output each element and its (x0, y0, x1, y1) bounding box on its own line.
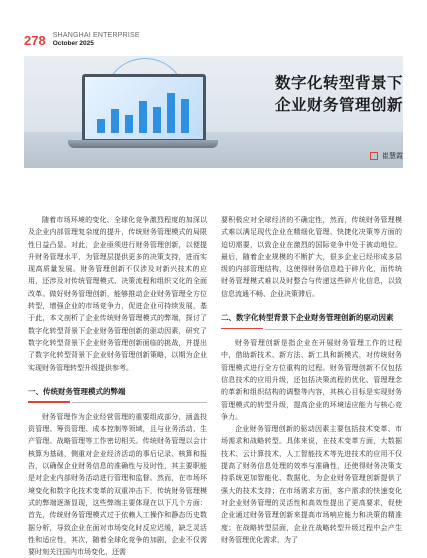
magazine-name: SHANGHAI ENTERPRISE (52, 32, 140, 39)
square-icon (370, 152, 378, 160)
screen-bar (139, 101, 147, 133)
title-line-1: 数字化转型背景下 (274, 74, 403, 92)
screen-bar (167, 93, 175, 133)
magazine-info (53, 32, 140, 48)
laptop-base (68, 140, 218, 148)
left-column (28, 214, 207, 558)
screen-bar (97, 119, 105, 133)
article-title (275, 72, 403, 116)
screen-bar (111, 109, 119, 133)
section-divider (72, 402, 207, 403)
section-heading (221, 311, 402, 324)
right-column (221, 214, 402, 546)
body-paragraph: 财务管理作为企业经营管理的重要组成部分，涵盖投资管理、筹资管理、成本控制等领域，且与业务活动、生产管理、战略管理等工作密切相关。传统财务管理以会计核算为基础，侧重对企业经济活动的事后记录、核算和报告，以确保企业财务信息的准确性与及时性，其主要职能是对企业内部财务活动进行管理和监督。然而，在市场环境变化和数字化技术变革的双重冲击下，传统财务管理模式的弊端逐渐显现，这些弊端主要体现在以下几个方面：首先，传统财务管理模式过于依赖人工操作和静态历史数据分析，导致企业在面对市场变化时反应迟缓，缺乏灵活性和适应性，其次，随着全球化竞争的加剧，企业不仅需要时刻关注国内市场变化，还需 (28, 412, 207, 557)
title-line-2: 企业财务管理创新 (274, 96, 403, 114)
author-name: 崔慧霞 (382, 152, 403, 160)
intro-paragraph: 随着市场环境的变化、全球化竞争激烈程度的加深以及企业内部管理复杂度的提升，传统财务管理模式的局限性日益凸显。对此，企业亟须进行财务管理创新，以便提升财务管理水平，为管理层提供更多的决策支持，进而实现高质量发展。财务管理创新不仅涉及对新兴技术的应用，还涉及对传统管理模式、决策流程和组织文化的全面改革。做好财务管理创新，能够推动企业财务管理全方位转型，增强企业的市场竞争力，促进企业可持续发展，基于此，本文剖析了企业传统财务管理模式的弊端，探讨了数字化转型背景下企业财务管理创新的驱动因素，研究了数字化转型背景下企业财务管理创新面临的挑战，并提出了数字化转型背景下企业财务管理创新策略，以期为企业实现财务管理转型升级提供参考。 (28, 216, 207, 372)
body-paragraph: 财务管理创新是指企业在开展财务管理工作的过程中，借助新技术、新方法、新工具和新模式，对传统财务管理模式进行全方位重构的过程。财务管理创新不仅包括信息技术的应用升级，还包括决策流程的优化、管理理念的革新和组织结构的调整等内容，其核心目标是实现财务管理模式的转型升级，提高企业的环境适应能力与核心竞争力。 (221, 339, 402, 421)
section-heading-text: 二、数字化转型背景下企业财务管理创新的驱动因素 (221, 313, 394, 323)
laptop-screen (82, 74, 206, 142)
author-byline (370, 151, 403, 161)
screen-bar (125, 115, 133, 133)
screen-bar (181, 99, 189, 133)
section-heading-text: 一、传统财务管理模式的弊端 (28, 386, 126, 396)
section-accent-bar (221, 328, 263, 330)
section-accent-bar (28, 401, 70, 403)
section-divider (265, 329, 402, 330)
screen-bar (153, 107, 161, 133)
section-heading (28, 385, 207, 398)
issue-date: October 2025 (52, 40, 94, 47)
hero-floor (24, 132, 403, 168)
page-number: 278 (24, 32, 46, 48)
page-header (24, 30, 140, 50)
body-paragraph: 要积极应对全球经济的不确定性，然而，传统财务管理模式难以满足现代企业在精细化管理、快捷化决策等方面的迫切需要，以致企业在激烈的国际竞争中处于被动地位。最后，随着企业规模的不断扩大，很多企业已经形成多层级的内部管理结构，这使得财务信息趋于碎片化，而传统财务管理模式难以及时整合与传递这些碎片化信息，以致信息流通不畅、企业决策滞后。 (221, 216, 402, 298)
body-paragraph: 企业财务管理创新的驱动因素主要包括技术变革、市场需求和战略转型。具体来说，在技术变革方面，大数据技术、云计算技术、人工智能技术等先进技术的应用不仅提高了财务信息处理的效率与准确性，还使得财务决策支持系统更加智能化、数据化，为企业财务管理创新提供了强大的技术支持；在市场需求方面，客户需求的快速变化对企业财务管理的灵活性和高效性提出了更高要求，促使企业通过财务管理创新来提高市场响应能力和决策的精准度；在战略转型层面，企业在战略转型升级过程中会产生财务管理优化需求，为了 (221, 425, 402, 544)
